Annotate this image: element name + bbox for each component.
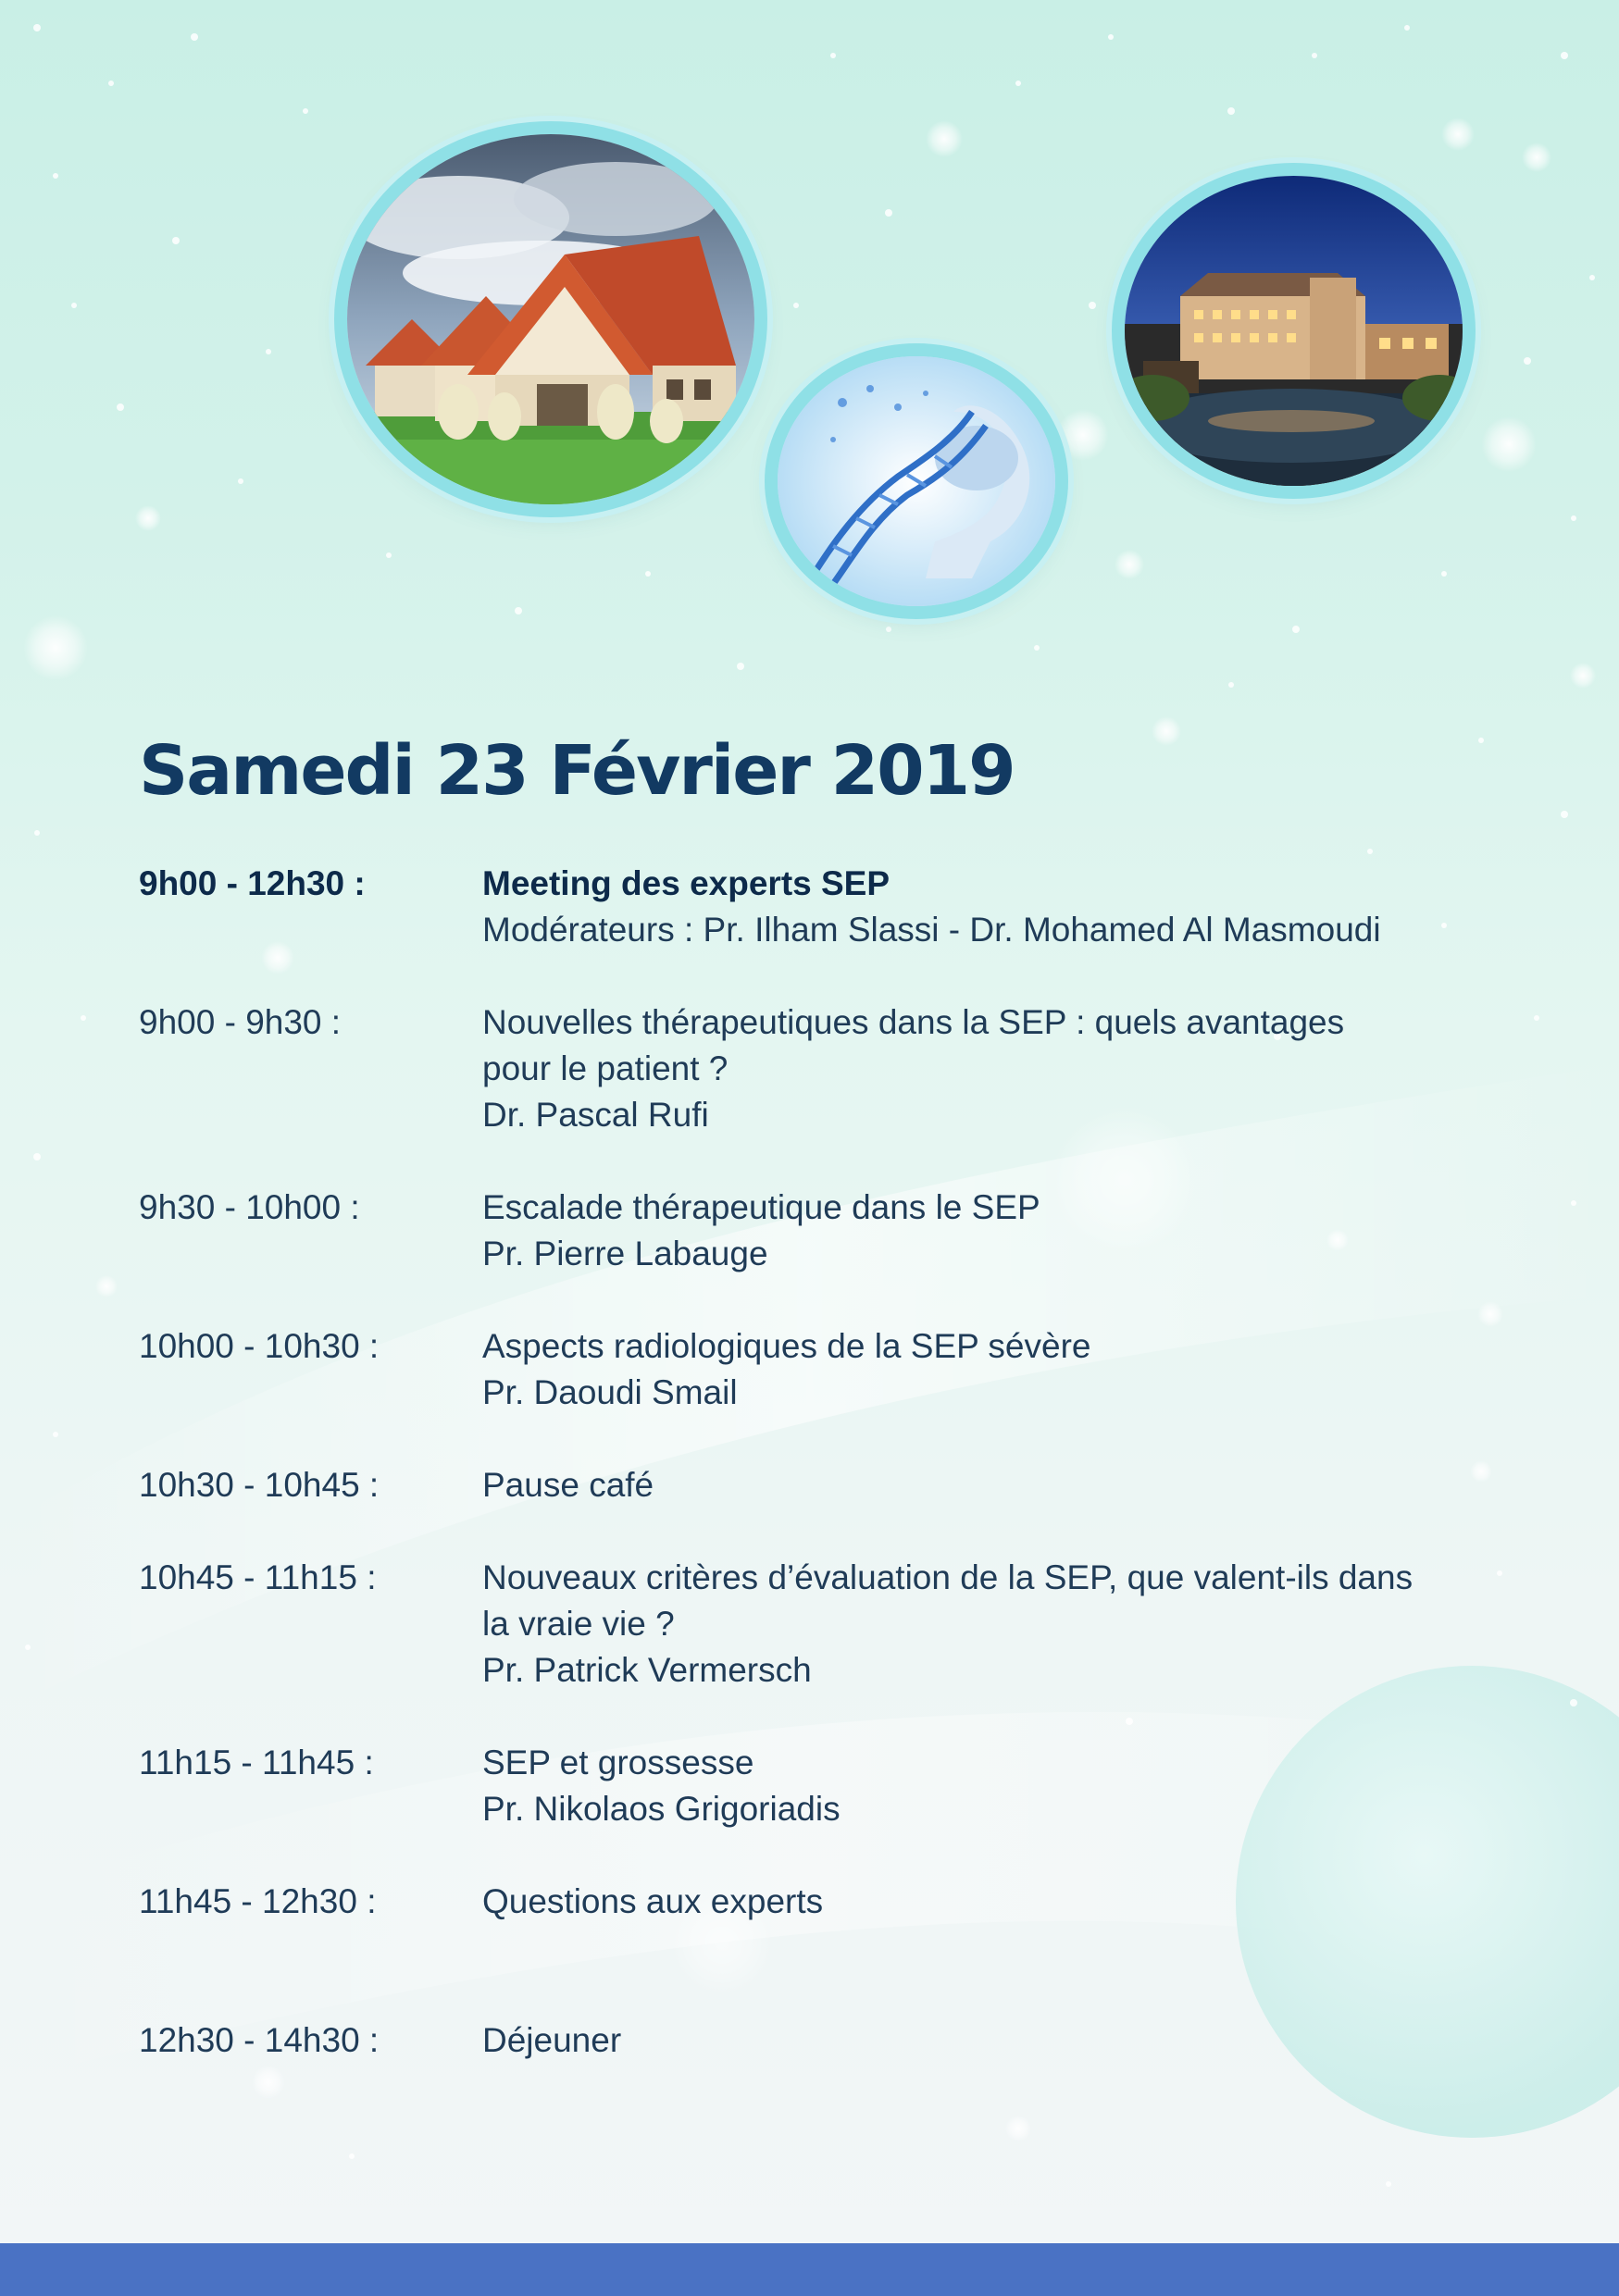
footer-bar xyxy=(0,2243,1619,2296)
talk-title: SEP et grossesse xyxy=(482,1744,754,1781)
schedule-content xyxy=(482,1555,1473,1694)
schedule-content xyxy=(482,1462,1473,1508)
page-title: Samedi 23 Février 2019 xyxy=(139,731,1015,811)
schedule-time: 11h15 - 11h45 : xyxy=(139,1744,374,1781)
schedule-time: 9h00 - 9h30 : xyxy=(139,1003,342,1041)
schedule-time: 11h45 - 12h30 : xyxy=(139,1882,377,1920)
schedule-content xyxy=(482,861,1473,953)
schedule-content xyxy=(482,1879,1473,1925)
break-label: Pause café xyxy=(482,1466,654,1504)
schedule-content xyxy=(482,1323,1473,1416)
schedule-content xyxy=(482,1185,1473,1277)
talk-title: Questions aux experts xyxy=(482,1882,824,1920)
speaker-name: Pr. Patrick Vermersch xyxy=(482,1651,812,1689)
speaker-name: Pr. Daoudi Smail xyxy=(482,1373,738,1411)
moderators-line: Modérateurs : Pr. Ilham Slassi - Dr. Mohamed Al Masmoudi xyxy=(482,911,1381,949)
hotel-night-photo xyxy=(1125,176,1463,486)
lodge-icon xyxy=(347,134,754,504)
schedule-content xyxy=(482,1740,1473,1832)
talk-title-continued: pour le patient ? xyxy=(482,1049,729,1087)
dna-icon xyxy=(778,356,1055,606)
speaker-name: Pr. Pierre Labauge xyxy=(482,1235,768,1272)
talk-title-continued: la vraie vie ? xyxy=(482,1605,675,1643)
talk-title: Nouvelles thérapeutiques dans la SEP : quels avantages xyxy=(482,1003,1345,1041)
schedule-time: 10h30 - 10h45 : xyxy=(139,1466,380,1504)
dna-brain-photo xyxy=(778,356,1055,606)
schedule-time: 10h45 - 11h15 : xyxy=(139,1558,377,1596)
schedule-time: 12h30 - 14h30 : xyxy=(139,2021,380,2059)
talk-title: Nouveaux critères d’évaluation de la SEP, que valent-ils dans xyxy=(482,1558,1414,1596)
schedule-time: 9h00 - 12h30 : xyxy=(139,864,366,902)
speaker-name: Dr. Pascal Rufi xyxy=(482,1096,709,1134)
talk-title: Aspects radiologiques de la SEP sévère xyxy=(482,1327,1091,1365)
speaker-name: Pr. Nikolaos Grigoriadis xyxy=(482,1790,841,1828)
schedule-time: 10h00 - 10h30 : xyxy=(139,1327,380,1365)
schedule-content xyxy=(482,2017,1473,2064)
schedule-time: 9h30 - 10h00 : xyxy=(139,1188,360,1226)
schedule-content xyxy=(482,999,1473,1138)
hotel-icon xyxy=(1125,176,1463,486)
lunch-label: Déjeuner xyxy=(482,2021,622,2059)
talk-title: Escalade thérapeutique dans le SEP xyxy=(482,1188,1040,1226)
session-title: Meeting des experts SEP xyxy=(482,864,890,902)
countryside-lodge-photo xyxy=(347,134,754,504)
